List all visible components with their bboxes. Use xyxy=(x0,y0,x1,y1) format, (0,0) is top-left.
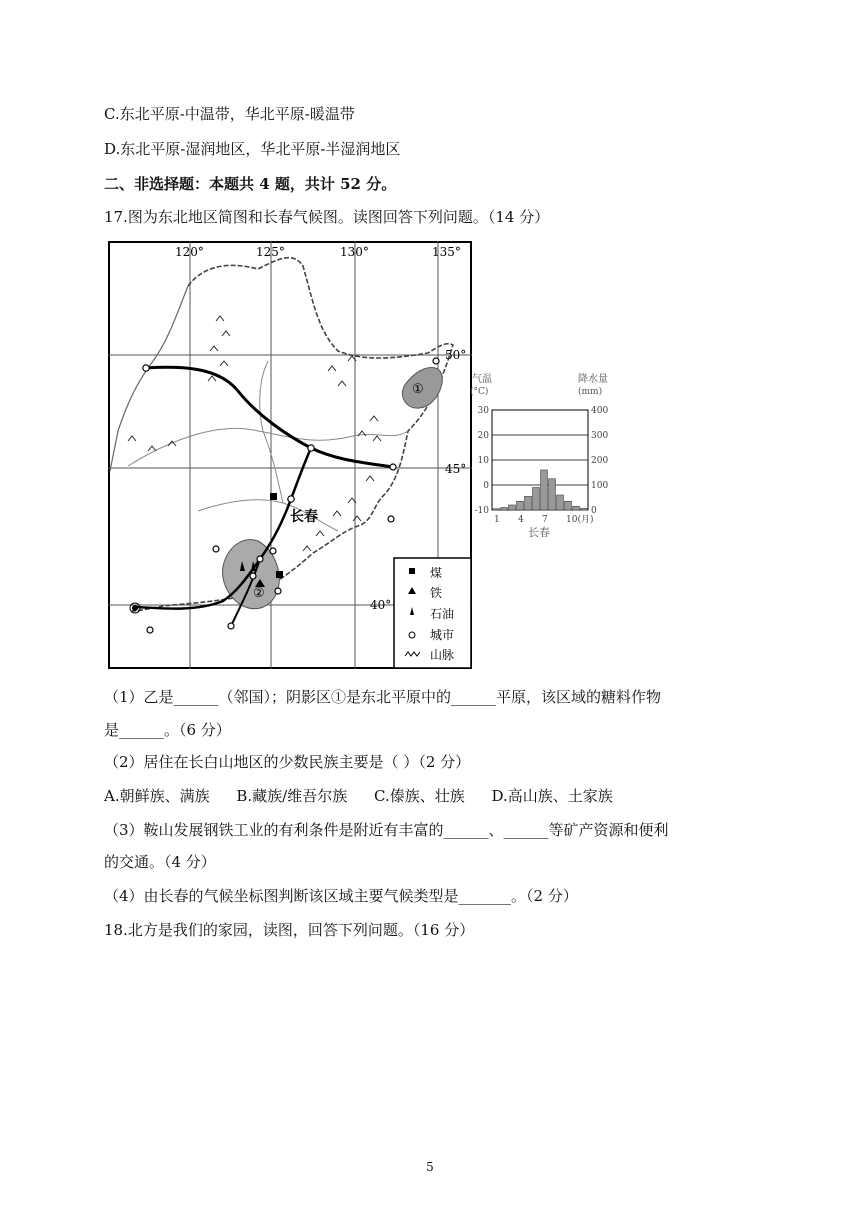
precip-bar xyxy=(509,505,516,510)
precip-bar xyxy=(573,506,580,510)
precip-tick: 200 xyxy=(591,456,608,466)
legend-city: 城市 xyxy=(430,628,455,642)
temp-tick: 0 xyxy=(483,481,489,491)
question-17-2: （2）居住在长白山地区的少数民族主要是（ ）（2 分） xyxy=(104,753,471,771)
question-17-1b: 是______。（6 分） xyxy=(104,721,231,739)
question-17-3a: （3）鞍山发展钢铁工业的有利条件是附近有丰富的______、______等矿产资源和便利 xyxy=(104,821,669,839)
temp-axis-unit: (°C) xyxy=(470,387,489,397)
lat-50: 50° xyxy=(445,348,467,362)
changchun-climate-chart xyxy=(468,372,608,542)
lon-135: 135° xyxy=(432,245,461,259)
map-legend xyxy=(394,558,471,668)
lat-40: 40° xyxy=(370,598,392,612)
precip-bar xyxy=(581,508,588,510)
precip-bar xyxy=(525,496,532,510)
choice-a: A.朝鲜族、满族 xyxy=(104,787,210,805)
precip-bar xyxy=(549,479,556,510)
coal-icon xyxy=(409,568,415,574)
temp-tick: -10 xyxy=(474,506,489,516)
precip-bar xyxy=(517,501,524,510)
choice-c: C.傣族、壮族 xyxy=(374,787,465,805)
region-2-label: ② xyxy=(253,586,265,601)
choice-d: D.高山族、土家族 xyxy=(491,787,613,805)
precip-bar xyxy=(501,508,508,511)
temp-tick: 20 xyxy=(477,431,489,441)
question-17-2-choices xyxy=(104,786,635,806)
month-tick: 4 xyxy=(518,515,524,525)
question-18: 18.北方是我们的家园，读图，回答下列问题。（16 分） xyxy=(104,921,475,939)
temp-axis-label: 气温 xyxy=(472,374,492,385)
month-tick: 10(月) xyxy=(566,515,594,525)
precip-tick: 100 xyxy=(591,481,608,491)
month-tick: 1 xyxy=(494,515,500,525)
question-17: 17.图为东北地区简图和长春气候图。读图回答下列问题。（14 分） xyxy=(104,208,550,226)
precip-bar xyxy=(533,488,540,511)
choice-b: B.藏族/维吾尔族 xyxy=(236,787,348,805)
precip-bar xyxy=(557,495,564,510)
legend-iron: 铁 xyxy=(430,586,443,600)
page-number: 5 xyxy=(426,1160,434,1174)
precip-bar xyxy=(565,501,572,510)
precip-axis-unit: (mm) xyxy=(578,387,603,397)
legend-coal: 煤 xyxy=(430,566,443,580)
northeast-map xyxy=(108,241,472,669)
temp-tick: 10 xyxy=(477,456,489,466)
precip-tick: 400 xyxy=(591,406,608,416)
city-label-changchun: 长春 xyxy=(290,509,318,525)
temp-tick: 30 xyxy=(477,406,489,416)
month-tick: 7 xyxy=(542,515,548,525)
legend-mountain: 山脉 xyxy=(430,648,455,662)
section-heading: 二、非选择题：本题共 4 题，共计 52 分。 xyxy=(104,175,397,193)
precip-tick: 300 xyxy=(591,431,608,441)
question-17-4: （4）由长春的气候坐标图判断该区域主要气候类型是_______。（2 分） xyxy=(104,887,578,905)
region-1-label: ① xyxy=(412,382,424,397)
precip-bar xyxy=(541,470,548,510)
lon-130: 130° xyxy=(340,245,369,259)
precip-axis-label: 降水量 xyxy=(578,374,608,385)
option-d: D.东北平原-湿润地区，华北平原-半湿润地区 xyxy=(104,140,401,158)
precip-bar xyxy=(493,509,500,510)
lat-45: 45° xyxy=(445,462,467,476)
station-label: 长春 xyxy=(528,526,550,539)
city-icon xyxy=(409,632,415,638)
legend-oil: 石油 xyxy=(430,607,455,621)
lon-120: 120° xyxy=(175,245,204,259)
question-17-3b: 的交通。（4 分） xyxy=(104,853,216,871)
option-c: C.东北平原-中温带，华北平原-暖温带 xyxy=(104,105,355,123)
precip-tick: 0 xyxy=(591,506,597,516)
lon-125: 125° xyxy=(256,245,285,259)
question-17-1a: （1）乙是______（邻国）；阴影区①是东北平原中的______平原，该区域的糖料作物 xyxy=(104,688,662,706)
